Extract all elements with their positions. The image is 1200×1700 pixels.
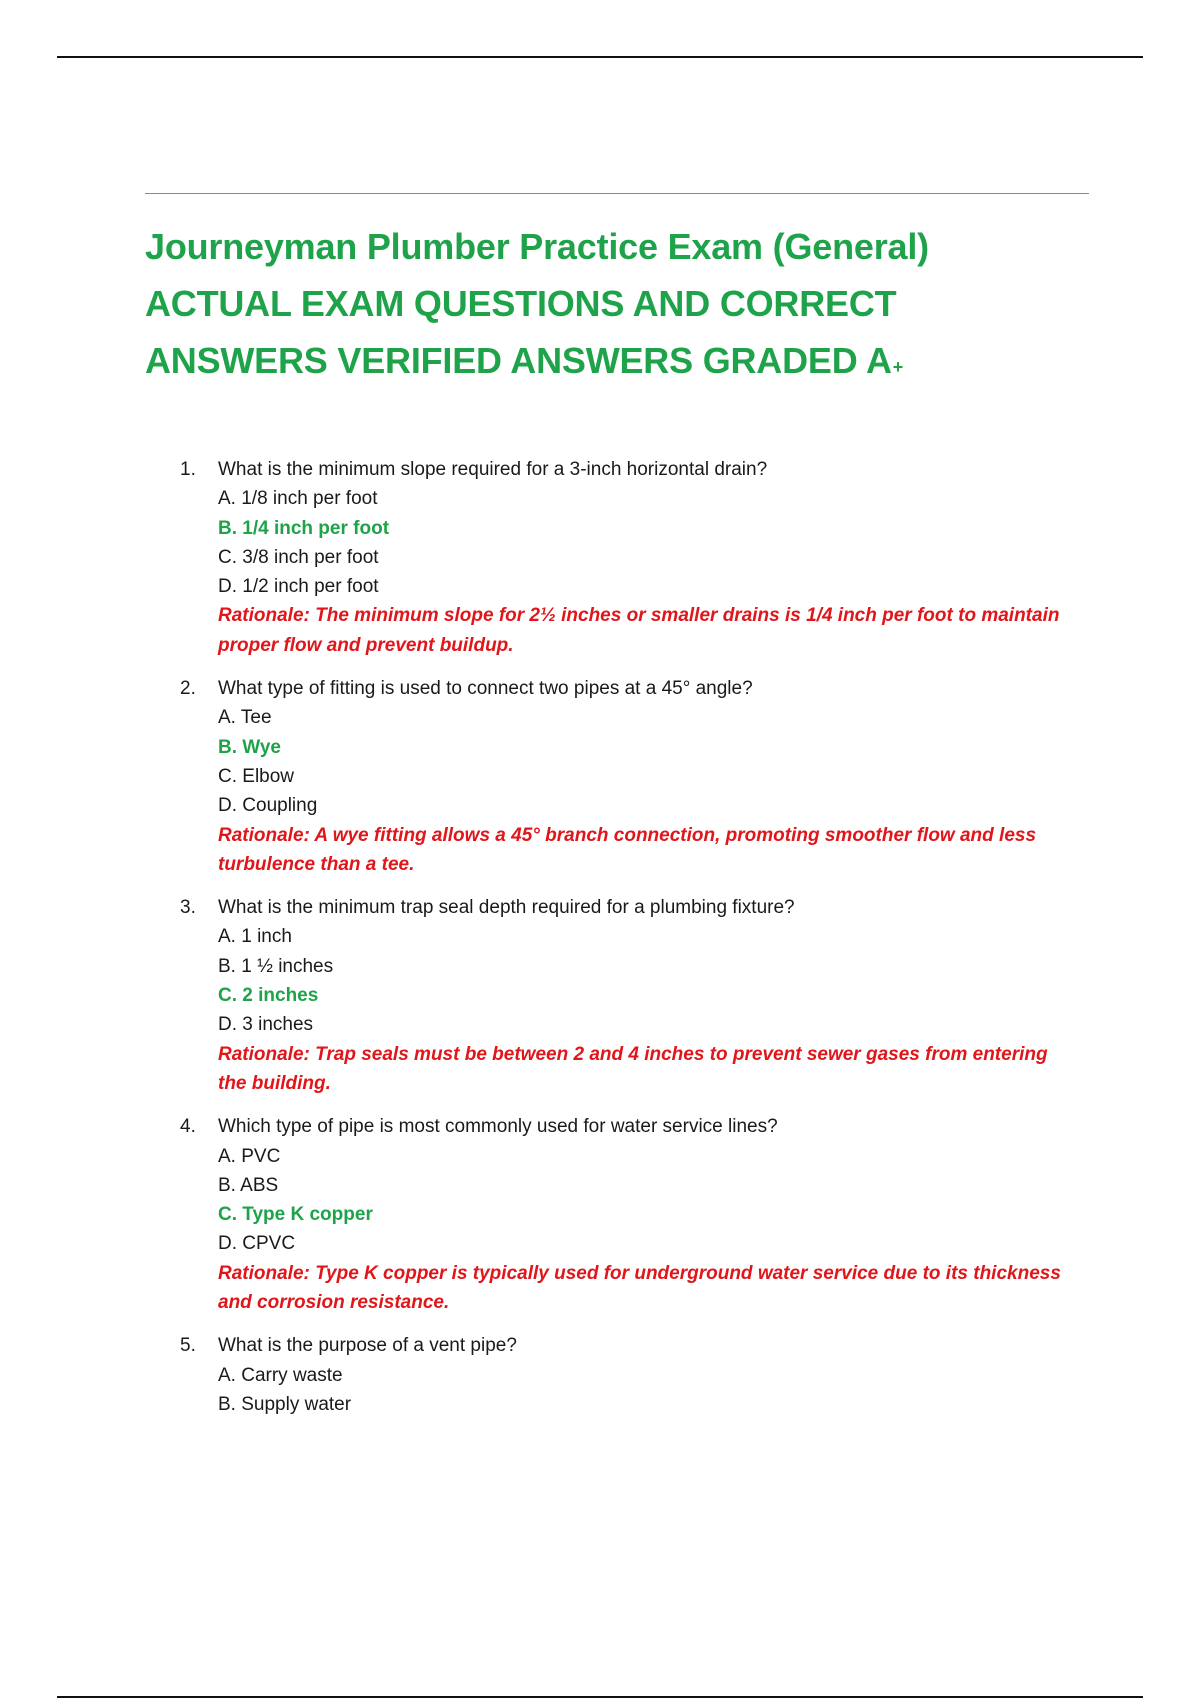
question-number: 4.	[180, 1116, 196, 1138]
document-title	[145, 218, 1095, 396]
question-text: What type of fitting is used to connect two pipes at a 45° angle?	[218, 678, 753, 700]
rationale-text: Rationale: Trap seals must be between 2 and 4 inches to prevent sewer gases from entering the building.	[218, 1043, 1048, 1094]
question-number: 2.	[180, 678, 196, 700]
answer-option: A. Carry waste	[218, 1364, 343, 1386]
rationale-text: Rationale: The minimum slope for 2½ inches or smaller drains is 1/4 inch per foot to maintain proper flow and prevent buildup.	[218, 605, 1060, 656]
answer-option: A. 1 inch	[218, 926, 292, 948]
answer-option: D. 1/2 inch per foot	[218, 576, 379, 598]
answer-option-correct: B. 1/4 inch per foot	[218, 517, 390, 539]
answer-option: A. PVC	[218, 1145, 281, 1167]
question-3	[180, 893, 1080, 1098]
question-text: What is the minimum slope required for a 3-inch horizontal drain?	[218, 459, 768, 480]
title-line-3-text: ANSWERS VERIFIED ANSWERS GRADED A	[145, 340, 892, 381]
question-text: Which type of pipe is most commonly used for water service lines?	[218, 1116, 778, 1138]
answer-option-correct: B. Wye	[218, 736, 282, 758]
page-bottom-rule	[57, 1696, 1143, 1698]
question-5	[180, 1331, 1080, 1419]
title-line-1: Journeyman Plumber Practice Exam (General)	[145, 226, 929, 267]
answer-option: C. 3/8 inch per foot	[218, 546, 379, 568]
answer-option: C. Elbow	[218, 765, 295, 787]
rationale-text: Rationale: A wye fitting allows a 45° branch connection, promoting smoother flow and less turbulence than a tee.	[218, 824, 1037, 875]
question-1	[180, 455, 1080, 660]
answer-option: D. 3 inches	[218, 1014, 314, 1036]
question-text: What is the purpose of a vent pipe?	[218, 1335, 517, 1357]
question-number: 1.	[180, 459, 196, 480]
question-2	[180, 674, 1080, 879]
answer-option-correct: C. Type K copper	[218, 1204, 373, 1226]
question-4	[180, 1112, 1080, 1317]
title-line-2: ACTUAL EXAM QUESTIONS AND CORRECT	[145, 283, 897, 324]
answer-option-correct: C. 2 inches	[218, 985, 319, 1007]
title-plus-sign: +	[892, 357, 904, 377]
question-list	[180, 455, 1080, 1433]
answer-option: D. CPVC	[218, 1233, 296, 1255]
title-line-3	[145, 332, 1095, 396]
answer-option: D. Coupling	[218, 795, 318, 817]
rationale-text: Rationale: Type K copper is typically used for underground water service due to its thickness and corrosion resistance.	[218, 1262, 1061, 1314]
question-number: 5.	[180, 1335, 196, 1357]
question-text: What is the minimum trap seal depth required for a plumbing fixture?	[218, 897, 795, 919]
answer-option: A. 1/8 inch per foot	[218, 488, 378, 510]
title-divider	[145, 193, 1089, 194]
question-number: 3.	[180, 897, 196, 919]
answer-option: A. Tee	[218, 707, 272, 729]
page-top-rule	[57, 56, 1143, 58]
answer-option: B. Supply water	[218, 1393, 352, 1415]
answer-option: B. 1 ½ inches	[218, 955, 334, 977]
answer-option: B. ABS	[218, 1174, 279, 1196]
